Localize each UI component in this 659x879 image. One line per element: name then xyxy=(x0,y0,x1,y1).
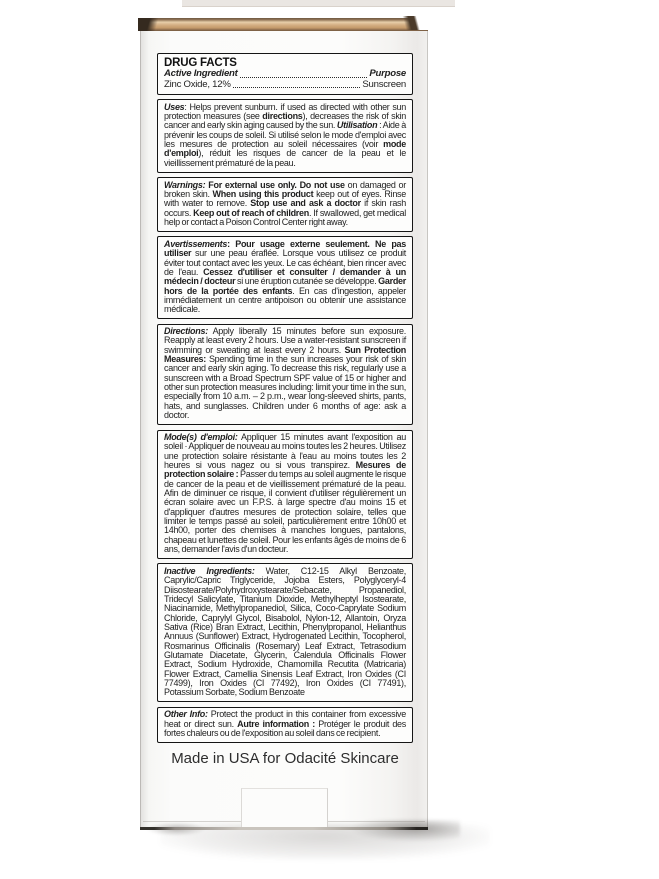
bottom-tuck-flap xyxy=(241,788,328,827)
made-in-text: Made in USA for Odacité Skincare xyxy=(171,749,399,767)
box-bottom-edge xyxy=(140,827,428,830)
warnings-text: Warnings: For external use only. Do not use on damaged or broken skin. When using this product keep out of eyes. Rinse with water to remove. Stop use and ask a doctor if skin rash occurs. Keep out of reach of children. If swallowed, get medical help or contact a Poison Control Center right away. xyxy=(164,179,406,227)
panel-uses xyxy=(157,99,413,172)
box-shadow-right xyxy=(350,820,460,842)
dot-leader xyxy=(233,87,361,88)
product-box xyxy=(140,18,428,830)
drug-facts-panels xyxy=(157,53,413,743)
directions-text: Directions: Apply liberally 15 minutes before sun exposure. Reapply at least every 2 hours. Use a water-resistant sunscreen if swimming or sweating at least every 2 hours. Sun Protection Measures: Spending time in the sun increases your risk of skin cancer and early skin aging. To decrease this risk, regularly use a sunscreen with a Broad Spectrum SPF value of 15 or higher and other sun protection measures including: limit your time in the sun, especially from 10 a.m. – 2 p.m., wear long-sleeved shirts, pants, hats, and sunglasses. Children under 6 months of age: ask a doctor. xyxy=(164,326,406,421)
avertissements-text: Avertissements: Pour usage externe seulement. Ne pas utiliser sur une peau éraflée. Lorsque vous utilisez ce produit éviter tout contact avec les yeux. Le cas échéant, bien rincer avec de l'eau. Cessez d'utiliser et consulter / demander à un médecin / docteur si une éruption cutanée se développe. Garder hors de la portée des enfants. En cas d'ingestion, appeler immédiatement un centre antipoison ou obtenir une assistance médicale. xyxy=(164,238,407,315)
drug-facts-title: DRUG FACTS xyxy=(164,56,237,69)
panel-warnings xyxy=(157,177,413,232)
purpose-label: Purpose xyxy=(369,68,406,79)
inactive-ingredients-text: Inactive Ingredients: Water, C12-15 Alkyl Benzoate, Caprylic/Capric Triglyceride, Jojoba Esters, Polyglyceryl-4 Diisostearate/Polyhydroxystearate/Sebacate, Propanediol, Tridecyl Salicylate, Titanium Dioxide, Methylheptyl Isostearate, Niacinamide, Methylpropanediol, Silica, Coco-Caprylate Sodium Chloride, Caprylyl Glycol, Bisabolol, Nylon-12, Allantoin, Oryza Sativa (Rice) Bran Extract, Lecithin, Phenylpropanol, Helianthus Annuus (Sunflower) Extract, Hydrogenated Lecithin, Tocopherol, Rosmarinus Officinalis (Rosemary) Leaf Extract, Tetrasodium Glutamate Diacetate, Glycerin, Calendula Officinalis Flower Extract, Sodium Hydroxide, Chamomilla Recutita (Matricaria) Flower Extract, Camellia Sinensis Leaf Extract, Iron Oxides (CI 77499), Iron Oxides (CI 77492), Iron Oxides (CI 77491), Potassium Sorbate, Sodium Benzoate xyxy=(164,565,406,698)
active-ingredient-value: Zinc Oxide, 12% xyxy=(164,78,231,90)
modes-demploi-text: Mode(s) d'emploi: Appliquer 15 minutes avant l'exposition au soleil · Appliquer de nouveau au moins toutes les 2 heures. Utilisez une protection solaire résistante à l'eau au moins toutes les 2 heures si vous nagez ou si vous transpirez. Mesures de protection solaire : Passer du temps au soleil augmente le risque de cancer de la peau et de vieillissement prématuré de la peau. Afin de diminuer ce risque, il convient d'utiliser régulièrement un écran solaire avec un F.P.S. à large spectre d'au moins 15 et d'appliquer d'autres mesures de protection solaire, telles que limiter le temps passé au soleil, particulièrement entre 10h00 et 14h00, porter des chemises à manches longues, pantalons, chapeau et lunettes de soleil. Pour les enfants âgés de moins de 6 ans, demander l'avis d'un docteur. xyxy=(164,432,407,555)
panel-avertissements xyxy=(157,236,413,319)
other-info-text: Other Info: Protect the product in this container from excessive heat or direct sun. Autre information : Protéger le produit des fortes chaleurs ou de l'exposition au soleil dans ce recipient. xyxy=(164,709,407,738)
background-surface-strip xyxy=(182,0,455,7)
panel-inactive-ingredients xyxy=(157,563,413,702)
panel-directions xyxy=(157,324,413,425)
ingredient-value-row xyxy=(164,80,406,91)
purpose-value: Sunscreen xyxy=(362,78,406,90)
uses-text: Uses: Helps prevent sunburn. if used as directed with other sun protection measures (see directions), decreases the risk of skin cancer and early skin aging caused by the sun. Utilisation : Aide à prévenir les coups de soleil. Si utilisé selon le mode d'emploi avec les mesures de protection au soleil nécessaires (voir mode d'emploi), réduit les risques de cancer de la peau et le vieillissement prématuré de la peau. xyxy=(164,101,406,168)
panel-drug-facts-header xyxy=(157,53,413,95)
box-label-content xyxy=(140,18,428,768)
dot-leader xyxy=(240,77,368,78)
active-ingredient-row xyxy=(164,69,406,80)
panel-other-info xyxy=(157,707,413,743)
active-ingredient-label: Active Ingredient xyxy=(164,68,238,79)
panel-modes-demploi xyxy=(157,430,413,559)
